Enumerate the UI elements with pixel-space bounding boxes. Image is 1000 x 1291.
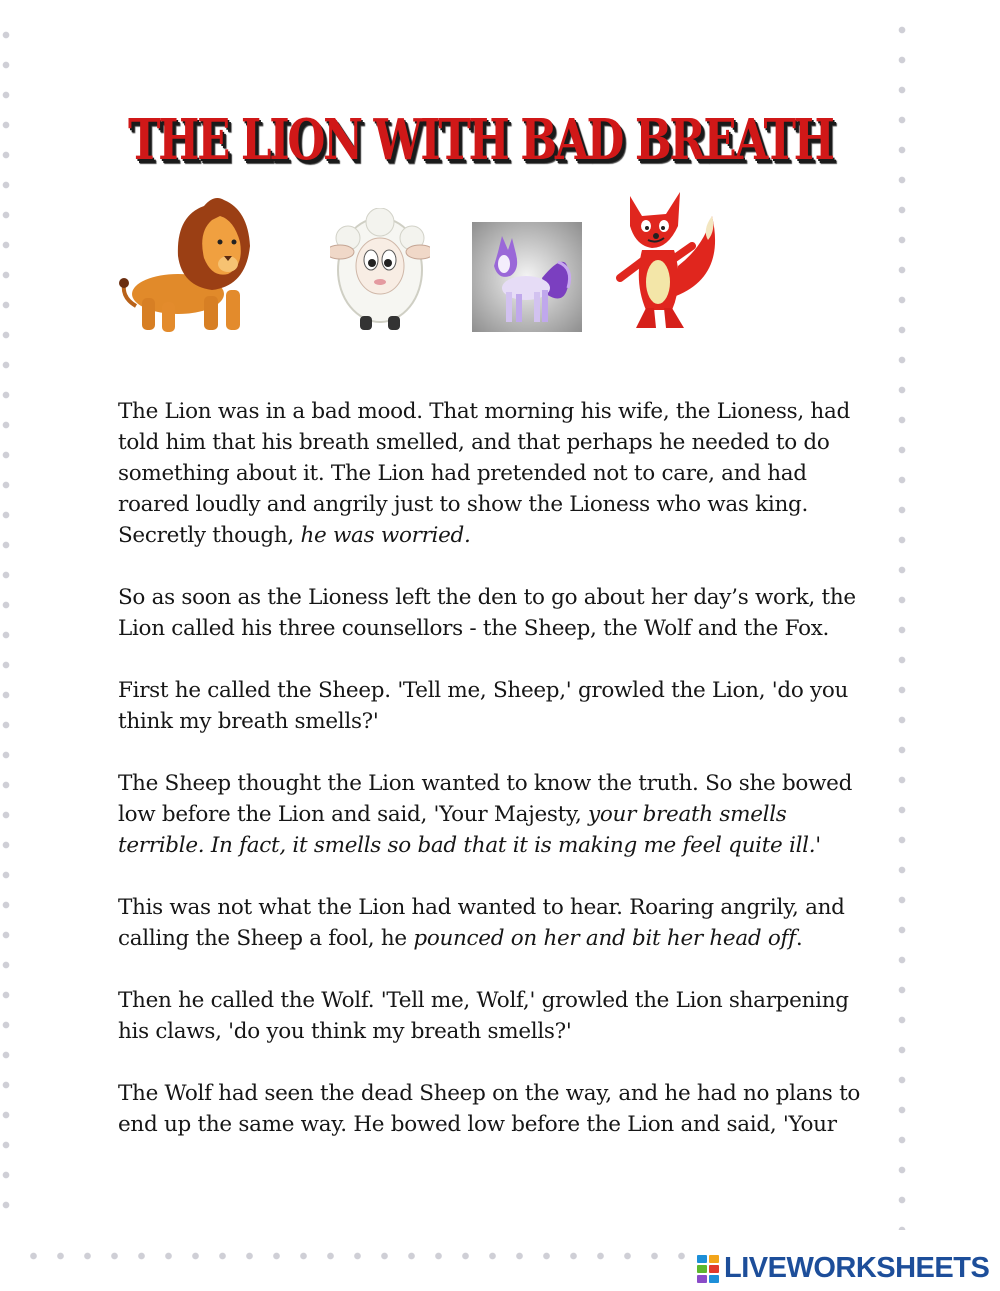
dotted-border-bottom [20,1250,692,1262]
page-title: THE LION WITH BAD BREATH [128,107,833,173]
dotted-border-left [0,20,12,1220]
fox-image [608,186,726,336]
liveworksheets-label: LIVEWORKSHEETS [724,1251,990,1284]
story-paragraph: Then he called the Wolf. 'Tell me, Wolf,' growled the Lion sharpening his claws, 'do you think my breath smells?' [118,988,849,1044]
story-paragraph: The Lion was in a bad mood. That morning his wife, the Lioness, had told him that his breath smelled, and that perhaps he needed to do something about it. The Lion had pretended not to care, and had roared loudly and angrily just to show the Lioness who was king. Secretly though, he was worried. [118,399,850,548]
story-paragraph: First he called the Sheep. 'Tell me, Sheep,' growled the Lion, 'do you think my breath smells?' [118,678,849,734]
story-paragraph: The Sheep thought the Lion wanted to know the truth. So she bowed low before the Lion and said, 'Your Majesty, your breath smells terrible. In fact, it smells so bad that it is making me feel quite ill.' [118,771,853,858]
story-text [118,396,878,1171]
liveworksheets-logo-icon [697,1253,721,1283]
dotted-border-right [896,15,908,1230]
story-paragraph: The Wolf had seen the dead Sheep on the way, and he had no plans to end up the same way. He bowed low before the Lion and said, 'Your [118,1081,861,1137]
lion-image [116,186,261,336]
wolf-image [472,222,582,332]
story-paragraph: This was not what the Lion had wanted to hear. Roaring angrily, and calling the Sheep a fool, he pounced on her and bit her head off. [118,895,845,951]
sheep-image [330,208,430,334]
story-paragraph: So as soon as the Lioness left the den to go about her day’s work, the Lion called his three counsellors - the Sheep, the Wolf and the Fox. [118,585,856,641]
liveworksheets-brand[interactable] [697,1253,989,1283]
